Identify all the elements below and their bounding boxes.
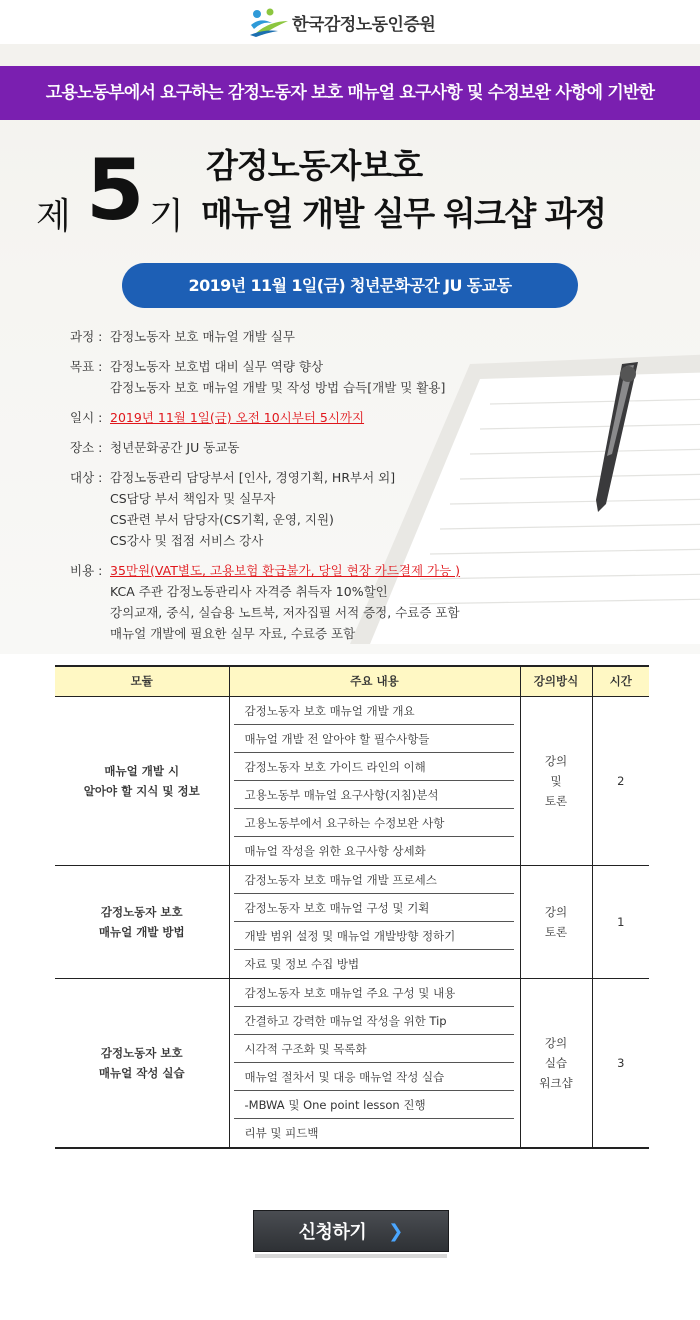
info-course-row	[70, 326, 550, 347]
info-target-4: CS강사 및 접점 서비스 강사	[110, 533, 264, 548]
info-label: 일시 :	[70, 410, 107, 425]
info-course: 감정노동자 보호 매뉴얼 개발 실무	[110, 329, 295, 344]
info-fee-4: 매뉴얼 개발에 필요한 실무 자료, 수료증 포함	[110, 626, 356, 641]
content-cell	[229, 865, 520, 978]
table-row	[55, 696, 649, 865]
chevron-right-icon: ❯	[388, 1220, 404, 1242]
list-item: 리뷰 및 피드백	[244, 1125, 319, 1140]
info-fee-3: 강의교재, 중식, 실습용 노트북, 저자집필 서적 증정, 수료증 포함	[110, 605, 460, 620]
list-item: 감정노동자 보호 가이드 라인의 이해	[234, 753, 514, 781]
method-1: 강의	[544, 1035, 568, 1050]
logo-text: 한국감정노동인증원	[292, 14, 436, 35]
table-row	[55, 978, 649, 1148]
list-item: 자료 및 정보 수집 방법	[244, 956, 360, 971]
list-item: 고용노동부에서 요구하는 수정보완 사항	[234, 809, 514, 837]
banner-text: 고용노동부에서 요구하는 감정노동자 보호 매뉴얼 요구사항 및 수정보완 사항에 기반한	[45, 83, 655, 103]
info-target-1: 감정노동관리 담당부서 [인사, 경영기획, HR부서 외]	[110, 470, 396, 485]
info-target-2: CS담당 부서 책임자 및 실무자	[110, 491, 276, 506]
apply-button-shadow	[255, 1254, 447, 1258]
info-date: 2019년 11월 1일(금) 오전 10시부터 5시까지	[110, 410, 365, 425]
logo-mark-icon	[248, 7, 290, 37]
module-name-2: 매뉴얼 작성 실습	[98, 1065, 185, 1080]
info-label: 대상 :	[70, 470, 107, 485]
module-name-2: 알아야 할 지식 및 정보	[83, 783, 200, 798]
course-info	[70, 326, 550, 653]
curriculum-table	[55, 665, 649, 1149]
list-item: -MBWA 및 One point lesson 진행	[234, 1091, 514, 1119]
info-label: 비용 :	[70, 563, 107, 578]
info-goal-2: 감정노동자 보호 매뉴얼 개발 및 작성 방법 습득[개발 및 활용]	[110, 380, 446, 395]
info-fee-2: KCA 주관 감정노동관리사 자격증 취득자 10%할인	[110, 584, 388, 599]
title-block	[36, 140, 676, 250]
header-method: 강의방식	[520, 666, 592, 696]
info-goal-1: 감정노동자 보호법 대비 실무 역량 향상	[110, 359, 324, 374]
method-2: 실습	[544, 1055, 568, 1070]
list-item: 감정노동자 보호 매뉴얼 주요 구성 및 내용	[234, 979, 514, 1007]
method-1: 강의	[544, 904, 568, 919]
date-location-pill: 2019년 11월 1일(금) 청년문화공간 JU 동교동	[122, 263, 578, 308]
list-item: 감정노동자 보호 매뉴얼 개발 프로세스	[234, 866, 514, 894]
title-line-1: 감정노동자보호	[206, 146, 423, 185]
title-number: 5	[86, 141, 145, 239]
content-cell	[229, 696, 520, 865]
module-name-1: 감정노동자 보호	[100, 904, 183, 919]
module-name-2: 매뉴얼 개발 방법	[98, 924, 185, 939]
info-label: 과정 :	[70, 329, 107, 344]
module-cell	[55, 865, 229, 978]
info-fee-row	[70, 560, 550, 644]
table-header-row	[55, 666, 649, 696]
method-cell	[520, 978, 592, 1148]
list-item: 감정노동자 보호 매뉴얼 개발 개요	[234, 697, 514, 725]
list-item: 감정노동자 보호 매뉴얼 구성 및 기획	[234, 894, 514, 922]
info-place-row	[70, 437, 550, 458]
info-fee-1: 35만원(VAT별도, 고용보험 환급불가, 당일 현장 카드결제 가능 )	[110, 563, 461, 578]
list-item: 매뉴얼 작성을 위한 요구사항 상세화	[244, 843, 426, 858]
method-cell	[520, 865, 592, 978]
module-cell	[55, 696, 229, 865]
info-label: 목표 :	[70, 359, 107, 374]
header-content: 주요 내용	[229, 666, 520, 696]
list-item: 시각적 구조화 및 목록화	[234, 1035, 514, 1063]
list-item: 간결하고 강력한 매뉴얼 작성을 위한 Tip	[234, 1007, 514, 1035]
apply-button[interactable]	[253, 1210, 449, 1252]
info-target-row	[70, 467, 550, 551]
method-2: 토론	[544, 924, 568, 939]
method-2: 및	[550, 773, 562, 788]
method-3: 워크샵	[539, 1075, 573, 1090]
list-item: 고용노동부 매뉴얼 요구사항(지침)분석	[234, 781, 514, 809]
table-row	[55, 865, 649, 978]
info-goal-row	[70, 356, 550, 398]
module-name-1: 매뉴얼 개발 시	[104, 763, 180, 778]
list-item: 개발 범위 설정 및 매뉴얼 개발방향 정하기	[234, 922, 514, 950]
module-name-1: 감정노동자 보호	[100, 1045, 183, 1060]
info-date-row	[70, 407, 550, 428]
logo[interactable]	[248, 7, 435, 37]
title-line-2: 매뉴얼 개발 실무 워크샵 과정	[201, 194, 606, 233]
info-label: 장소 :	[70, 440, 107, 455]
content-cell	[229, 978, 520, 1148]
method-cell	[520, 696, 592, 865]
info-place: 청년문화공간 JU 동교동	[110, 440, 240, 455]
hours-cell: 2	[592, 696, 649, 865]
hours-cell: 3	[592, 978, 649, 1148]
list-item: 매뉴얼 절차서 및 대응 매뉴얼 작성 실습	[234, 1063, 514, 1091]
title-prefix: 제	[36, 196, 71, 237]
module-cell	[55, 978, 229, 1148]
apply-button-label: 신청하기	[298, 1222, 367, 1243]
method-1: 강의	[544, 753, 568, 768]
title-suffix: 기	[149, 196, 184, 237]
header-hours: 시간	[592, 666, 649, 696]
list-item: 매뉴얼 개발 전 알아야 할 필수사항들	[234, 725, 514, 753]
header-bar	[0, 0, 700, 44]
header-module: 모듈	[55, 666, 229, 696]
method-3: 토론	[544, 793, 568, 808]
info-target-3: CS관련 부서 담당자(CS기획, 운영, 지원)	[110, 512, 334, 527]
hours-cell: 1	[592, 865, 649, 978]
